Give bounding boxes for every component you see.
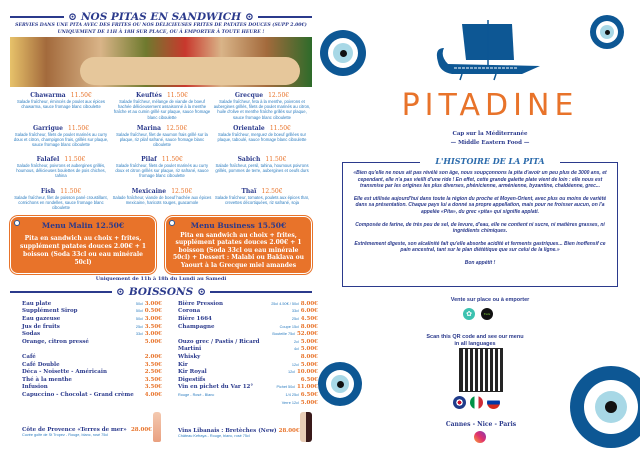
uber-eats-icon[interactable]: Eats (481, 308, 493, 320)
drink-name: Jus de fruits (22, 323, 60, 330)
drink-name: Bière 1664 (178, 315, 212, 322)
drink-volume: Verre 12cl (281, 400, 299, 405)
history-paragraph: Composée de farine, de très peu de sel, de levure, d'eau, elle ne contient ni sucre, ni matières grasses, ni ingrédients chimiques. (355, 221, 605, 235)
drink-name: Supplément Sirop (22, 308, 78, 315)
pita-name: Sabich (237, 156, 261, 163)
boissons-title: ⊙ BOISSONS ⊙ (10, 286, 312, 298)
drink-price: 3.50€ (144, 384, 162, 391)
pita-desc: Salade fraîcheur, filets de poulet marinés au curry doux et citron grillés sur plaque, riz safrané, sauce fromage blanc ciboulette (115, 163, 209, 179)
drink-name: Café Double (22, 361, 60, 368)
drink-volume: Bouteille 75cl (272, 332, 296, 337)
pita-price: 11.50€ (70, 92, 92, 99)
drink-row (22, 376, 162, 384)
wine-cotes-provence: Côte de Provence «Terres de mer» 28.00€ Cuvée golfe de St Tropez - Rouge, blanc, rosé 75cl (22, 427, 152, 437)
drink-name: Thé à la menthe (22, 376, 72, 383)
drink-name: Déca - Noisette - Américain (22, 369, 107, 376)
language-flags (451, 394, 502, 413)
menu-title: Menu Malin 12.50€ (41, 221, 125, 230)
flag-uk-icon[interactable] (453, 396, 466, 409)
pitas-title: ⊙ NOS PITAS EN SANDWICH ⊙ (10, 11, 312, 23)
drink-row (22, 391, 162, 399)
drink-name: Bière Pression (178, 300, 224, 307)
pita-name: Thaï (241, 188, 257, 195)
drink-row (178, 323, 318, 331)
pita-name: Mexicaine (131, 188, 167, 195)
pita-desc: Salade fraîcheur, filet de saumon frais grillé sur la plaque, riz pilaf safrané, sauce fromage blanc ciboulette (116, 132, 208, 148)
drink-row (178, 391, 318, 399)
eye-pin-icon (169, 220, 175, 226)
drink-volume: 12cl (291, 362, 299, 367)
drink-volume: 12cl (288, 370, 296, 375)
pita-price: 11.50€ (68, 125, 90, 132)
pita-desc: Salade fraîcheur, tomates, poulets aux épices thaï, crevettes décortiquées, riz safrané, soja (214, 195, 310, 206)
drink-price: 3.50€ (144, 361, 162, 368)
drink-name: Eau plate (22, 300, 52, 307)
menu-body: Pita en sandwich au choix + frites, supplément patates douces 2.00€ + 1 boisson (Soda 33cl ou eau minérale 50cl) (19, 235, 147, 266)
drink-row (178, 330, 318, 338)
drink-price: 8.00€ (300, 300, 318, 307)
drink-price: 5.00€ (300, 346, 318, 353)
pita-price: 12.50€ (166, 125, 188, 132)
drink-volume: 33cl (135, 332, 143, 337)
drink-row (22, 368, 162, 376)
drink-volume: 2cl (293, 339, 299, 344)
ship-logo-icon (432, 18, 548, 84)
drink-name: Kir (178, 361, 188, 368)
drink-price: 10.00€ (296, 369, 318, 376)
drink-name: Capuccino - Chocolat - Grand crème (22, 391, 134, 398)
pita-price: 12.50€ (171, 188, 193, 195)
pita-item (112, 152, 212, 179)
drink-name: Sodas (22, 331, 41, 338)
drink-price: 0.50€ (144, 308, 162, 315)
pita-price: 11.50€ (60, 188, 82, 195)
drink-row (178, 315, 318, 323)
pita-item (212, 121, 312, 142)
drink-price: 3.50€ (144, 323, 162, 330)
drink-price: 6.00€ (300, 308, 318, 315)
wine-liban: Vins Libanais : Bretèches (New) 28.00€ Château Kefraya - Rouge, blanc, rosé 75cl (178, 428, 300, 438)
drink-name: Rouge - Rosé - Blanc (178, 392, 215, 397)
drink-name: Café (22, 353, 36, 360)
pita-name: Keuftés (136, 92, 162, 99)
history-paragraph: Bon appétit ! (464, 259, 496, 266)
drink-row (178, 376, 318, 384)
pita-desc: Salade fraîcheur, mélange de viande de boeuf hachée délicieusement assaisonné à la menthe fraîche et au cumin grillé sur plaque, sauce fromage blanc ciboulette (113, 99, 211, 120)
drink-price: 3.00€ (144, 300, 162, 307)
drink-volume: 50cl (135, 316, 143, 321)
history-title: L'HISTOIRE DE LA PITA (420, 156, 560, 166)
pita-desc: Salade fraîcheur, merguez de boeuf grillées sur plaque, taboulé, sauce fromage blanc ciboulette (217, 132, 307, 143)
drink-price: 3.00€ (144, 331, 162, 338)
drink-volume: 50cl (135, 309, 143, 314)
pita-item (11, 152, 111, 179)
drink-name: Eau gazeuse (22, 315, 61, 322)
drink-row (22, 353, 162, 361)
pita-desc: Salade fraîcheur, feta à la menthe, poivrons et aubergines grillés, filets de poulet marinés au citron, huile d'olive et menthe fraîche grillés sur plaque, sauce fromage blanc ciboulette (213, 99, 311, 120)
pita-photo (10, 37, 312, 87)
drink-price: 8.00€ (300, 323, 318, 330)
drink-price: 8.00€ (300, 353, 318, 360)
history-paragraph: Elle est utilisée aujourd'hui dans toute la région du proche et Moyen-Orient, avec plus ou moins de variété dans sa présentation. Chaque pays lui a donné sa propre appellation, mais pour ne froisser aucun, on l'a appelée «Pita», du grec «pita» qui signifie applati. (353, 195, 607, 215)
drink-price: 4.50€ (300, 315, 318, 322)
drink-row (22, 338, 162, 346)
pitas-subtitle: SERVIES DANS UNE PITA AVEC DES FRITES OU NOS DÉLICIEUSES FRITES DE PATATES DOUCES (SUPP 2.00€) (15, 23, 307, 28)
pitas-hours: UNIQUEMENT DE 11H À 18H SUR PLACE, OU À EMPORTER À TOUTE HEURE ! (57, 30, 265, 35)
drink-name: Digestifs (178, 376, 206, 383)
brand-tagline: Cap sur la Méditerranée (452, 131, 528, 137)
drink-name: Orange, citron pressé (22, 338, 89, 345)
pita-desc: Salade fraîcheur, viande de boeuf hachée aux épices mexicaine, haricots rouges, guacamole (112, 195, 212, 206)
pita-name: Grecque (234, 92, 264, 99)
cities: Cannes - Nice - Paris (445, 421, 517, 428)
drink-price: 5.00€ (300, 399, 318, 406)
drink-row (178, 368, 318, 376)
qr-text: Scan this QR code and see our menu in all languages (426, 334, 524, 347)
history-paragraph: «Bien qu'elle ne nous ait pas révélé son âge, nous soupçonnons la pita d'avoir un peu plus de 3000 ans, et cependant, elle n'a pas vieilli d'une ride ! En effet, cette grande galette plate vient de loin : elle nous est transmise par les origines les plus diverses, phénicienne, arménienne, byzantine, chaldéenne, grec... (353, 170, 607, 190)
drink-volume: 4cl (293, 347, 299, 352)
pita-price: 12.50€ (261, 188, 283, 195)
drink-price: 3.00€ (144, 315, 162, 322)
menu-malin (10, 216, 156, 274)
evil-eye-icon (570, 366, 640, 448)
flag-russia-icon[interactable] (487, 396, 500, 409)
pita-price: 11.50€ (269, 125, 291, 132)
drink-row (22, 361, 162, 369)
pita-name: Garrigue (32, 125, 63, 132)
drink-price: 6.50€ (300, 376, 318, 383)
sale-text: Vente sur place ou à emporter (450, 297, 530, 303)
drink-name: Martini (178, 346, 202, 353)
eye-pin-icon (14, 220, 20, 226)
pita-price: 11.50€ (161, 156, 183, 163)
drink-price: 2.00€ (144, 353, 162, 360)
pita-desc: Salade fraîcheur, émincés de poulet aux épices chawarma, sauce fromage blanc ciboulette (17, 99, 105, 110)
drink-price: 52.00€ (296, 331, 318, 338)
evil-eye-icon (320, 30, 366, 76)
deliveroo-icon[interactable]: ✿ (463, 308, 475, 320)
flag-italy-icon[interactable] (470, 396, 483, 409)
pita-name: Pilaf (141, 156, 157, 163)
drink-name: Corona (178, 308, 201, 315)
pita-price: 11.50€ (166, 92, 188, 99)
drink-name: Kir Royal (178, 369, 207, 376)
evil-eye-icon (590, 15, 624, 49)
drink-row (22, 315, 162, 323)
pita-item (11, 184, 111, 211)
drink-row (22, 300, 162, 308)
drink-row (22, 346, 162, 354)
pita-desc: Salade fraîcheur, filets de poulet marinés au curry doux et citron, champignon frais, grillés sur plaque, sauce fromage blanc ciboulette (13, 132, 109, 148)
drink-row (178, 361, 318, 369)
pita-item (11, 121, 111, 148)
pita-name: Orientale (233, 125, 265, 132)
pita-item (212, 152, 312, 173)
drink-volume: Pichet 50cl (276, 385, 296, 390)
pita-name: Falafel (36, 156, 60, 163)
drink-name: Infusion (22, 384, 48, 391)
pita-item (11, 88, 111, 109)
qr-code[interactable] (460, 349, 502, 391)
drink-volume: 50cl (135, 301, 143, 306)
drink-name: Champagne (178, 323, 215, 330)
pita-item (112, 184, 212, 205)
drink-row (22, 384, 162, 392)
pita-price: 11.50€ (265, 156, 287, 163)
drink-volume: 25cl (291, 316, 299, 321)
history-paragraph: Extrêmement digeste, son alcalinité fait qu'elle absorbe acidité et ferments gastriques... Bien inoffensif ce pain ancestral, tant sur le plan diététique que sur celui de la ligne.» (354, 240, 606, 254)
evil-eye-icon (318, 362, 362, 406)
menu-body: Pita en sandwich au choix + frites, supplément patates douces 2.00€ + 1 boisson (Soda 33cl ou eau minérale 50cl) + Dessert : Malabi ou Baklava ou Yaourt à la Grecque miel amandes (172, 232, 305, 269)
menu-title: Menu Business 15.50€ (190, 221, 287, 230)
drink-row (22, 308, 162, 316)
drink-row (178, 308, 318, 316)
pita-price: 11.50€ (64, 156, 86, 163)
pita-desc: Salade fraîcheur, poivrons et aubergines grillés, houmous, délicieuses boulettes de pois chiches, tahina (16, 163, 106, 179)
history-box (342, 162, 618, 287)
drink-price: 5.00€ (300, 361, 318, 368)
drink-price: 5.00€ (300, 338, 318, 345)
pita-desc: Salade fraîcheur, persil, tahina, houmous poivrons grillés, pommes de terre, aubergines et oeufs durs (215, 163, 309, 174)
drink-row (178, 338, 318, 346)
drink-volume: 33cl (291, 309, 299, 314)
brand-name: PITADINE (401, 88, 579, 123)
drink-row (178, 353, 318, 361)
menu-business (165, 216, 312, 274)
pita-item (212, 184, 312, 205)
drink-price: 5.00€ (144, 338, 162, 345)
drink-price: 6.50€ (300, 391, 318, 398)
drink-row (178, 300, 318, 308)
drink-price: 11.00€ (296, 384, 318, 391)
drink-price: 3.50€ (144, 376, 162, 383)
pita-name: Marina (136, 125, 162, 132)
drinks-left (22, 300, 162, 399)
pita-item (212, 88, 312, 120)
drink-volume: 1/4 25cl (285, 392, 299, 397)
drink-name: Ouzo grec / Pastis / Ricard (178, 338, 260, 345)
drink-row (22, 330, 162, 338)
wine-bottles-image (300, 412, 312, 442)
drinks-right (178, 300, 318, 406)
pita-item (112, 121, 212, 148)
pita-name: Fish (40, 188, 56, 195)
pita-desc: Salade fraîcheur, filet de poisson pané croustillant, cornichons en rondelles, sauce fromage blanc ciboulette (14, 195, 108, 211)
drink-name: Whisky (178, 353, 201, 360)
drink-price: 4.00€ (144, 391, 162, 398)
drink-price: 2.50€ (144, 369, 162, 376)
drink-volume: 25cl (135, 324, 143, 329)
drink-volume: Coupe 15cl (279, 324, 299, 329)
menus-note: Uniquement de 11h à 18h du Lundi au Samedi (95, 276, 227, 282)
pita-price: 12.50€ (268, 92, 290, 99)
drink-name: Vin en pichet du Var 12° (178, 384, 254, 391)
drink-row (178, 399, 318, 407)
instagram-icon[interactable] (474, 431, 486, 443)
drink-row (22, 323, 162, 331)
drink-row (178, 346, 318, 354)
drink-row (178, 384, 318, 392)
pita-name: Chawarma (30, 92, 66, 99)
drink-volume: 25cl 4.50€ / 50cl (271, 301, 299, 306)
brand-subtagline: — Middle Eastern Food — (450, 140, 530, 146)
rose-bottle-image (153, 412, 161, 442)
